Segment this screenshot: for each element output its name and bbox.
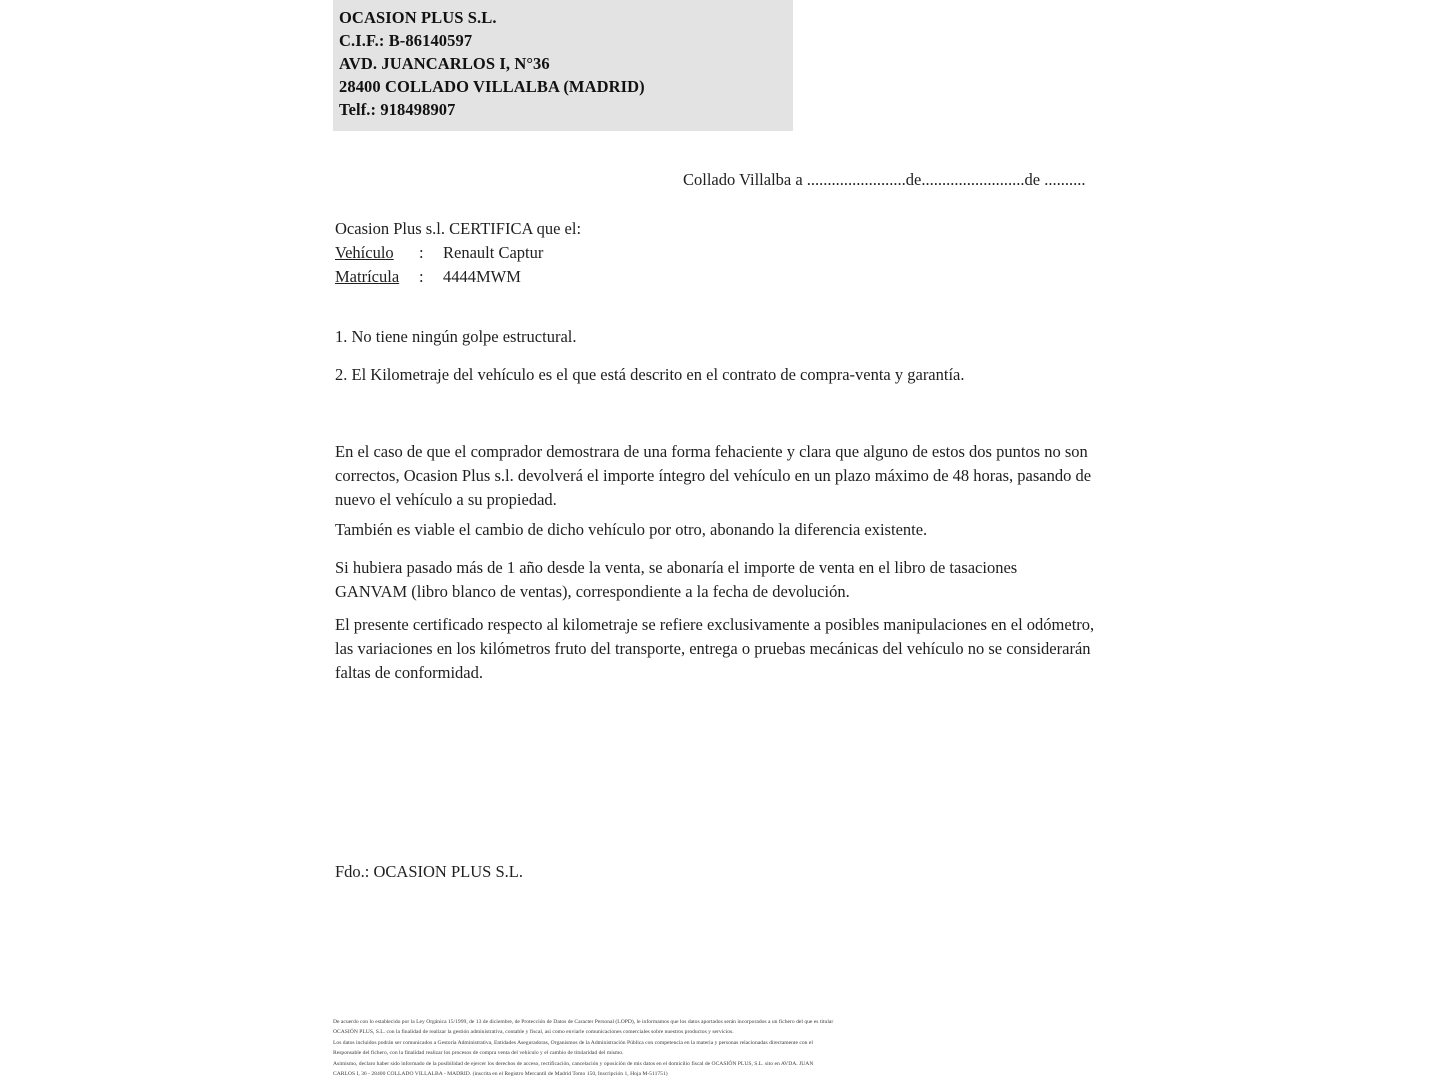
field-vehicle — [335, 241, 581, 265]
company-phone: Telf.: 918498907 — [339, 100, 456, 119]
legal-notice-line: Los datos incluidos podrán ser comunicados a Gestoría Administrativa, Entidades Aseguradoras, Organismos de la Administración Pública con competencia en la materia y personas relacionadas directamente con el — [333, 1039, 813, 1046]
company-city: 28400 COLLADO VILLALBA (MADRID) — [339, 77, 645, 96]
company-cif: C.I.F.: B-86140597 — [339, 31, 473, 50]
legal-notice-line: Asimismo, declaro haber sido informado de la posibilidad de ejercer los derechos de acceso, rectificación, cancelación y oposición de mis datos en el domicilio fiscal de OCASIÓN PLUS, S.L. sito en AVDA. JUAN — [333, 1060, 814, 1067]
field-plate-separator: : — [419, 267, 424, 286]
company-header-box — [333, 0, 793, 131]
legal-notice-line: CARLOS I, 36 - 28400 COLLADO VILLALBA - MADRID. (inscrita en el Registro Mercantil de Madrid Tomo 150, Inscripción 1, Hoja M-511751) — [333, 1071, 668, 1078]
company-address: AVD. JUANCARLOS I, N°36 — [339, 54, 550, 73]
legal-notice-line: De acuerdo con lo establecido por la Ley Orgánica 15/1999, de 13 de diciembre, de Protección de Datos de Caracter Personal (LOPD), le informamos que los datos aportados serán incorporados a un fichero del que es titular — [333, 1019, 834, 1025]
field-vehicle-label: Vehículo — [335, 243, 394, 262]
point-1: 1. No tiene ningún golpe estructural. — [335, 327, 577, 346]
point-2: 2. El Kilometraje del vehículo es el que está descrito en el contrato de compra-venta y garantía. — [335, 365, 965, 384]
date-line: Collado Villalba a ........................de.........................de .......... — [683, 170, 1086, 189]
certifies-block — [335, 217, 581, 289]
field-plate-label: Matrícula — [335, 267, 400, 286]
company-name: OCASION PLUS S.L. — [339, 8, 497, 27]
field-vehicle-value: Renault Captur — [443, 243, 544, 262]
field-plate — [335, 265, 581, 289]
body-paragraph-1: En el caso de que el comprador demostrara de una forma fehaciente y clara que alguno de estos dos puntos no son correctos, Ocasion Plus s.l. devolverá el importe íntegro del vehículo en un plazo máximo de 48 horas, pasando de nuevo el vehículo a su propiedad. — [335, 442, 1092, 509]
legal-notice — [333, 1018, 1108, 1080]
body-paragraph-3: Si hubiera pasado más de 1 año desde la venta, se abonaría el importe de venta en el libro de tasaciones GANVAM (libro blanco de ventas), correspondiente a la fecha de devolución. — [335, 558, 1018, 601]
legal-notice-line: OCASIÓN PLUS, S.L. con la finalidad de realizar la gestión administrativa, contable y fiscal, así como enviarle comunicaciones comerciales sobre nuestros productos y servicios. — [333, 1029, 734, 1036]
field-vehicle-separator: : — [419, 243, 424, 262]
field-plate-value: 4444MWM — [443, 267, 521, 286]
signature-line: Fdo.: OCASION PLUS S.L. — [335, 862, 523, 881]
body-paragraph-4: El presente certificado respecto al kilometraje se refiere exclusivamente a posibles manipulaciones en el odómetro, las variaciones en los kilómetros fruto del transporte, entrega o pruebas mecánicas del vehículo no se considerarán faltas de conformidad. — [335, 615, 1095, 682]
body-paragraph-2: También es viable el cambio de dicho vehículo por otro, abonando la diferencia existente. — [335, 520, 928, 539]
certifies-intro: Ocasion Plus s.l. CERTIFICA que el: — [335, 219, 582, 238]
legal-notice-line: Responsable del fichero, con la finalidad realizar los procesos de compra venta del vehículo y el cambio de titularidad del mismo. — [333, 1050, 624, 1057]
